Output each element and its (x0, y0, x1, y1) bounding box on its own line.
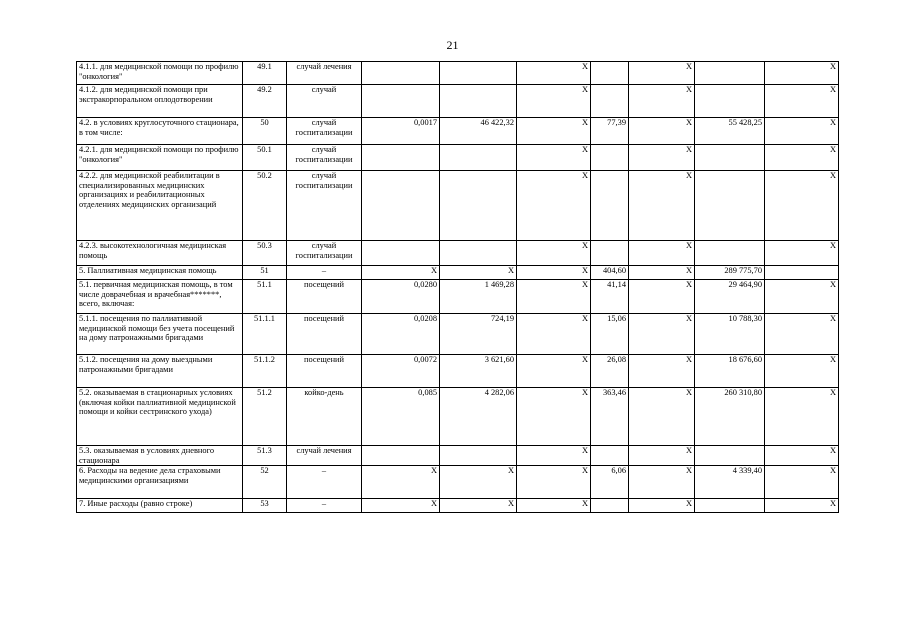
x-cell-2: X (629, 355, 695, 388)
table-row (77, 314, 839, 355)
cost-norm-cell (440, 62, 517, 85)
table-row (77, 388, 839, 446)
x-cell-2: X (629, 62, 695, 85)
per-capita-cell (591, 145, 629, 171)
x-cell-2: X (629, 171, 695, 241)
volume-norm-cell (362, 145, 440, 171)
volume-norm-cell: 0,0072 (362, 355, 440, 388)
per-capita-cell: 77,39 (591, 118, 629, 145)
per-capita-cell (591, 446, 629, 466)
row-name-cell: 5.1. первичная медицинская помощь, в том числе доврачебная и врачебная*******, всего, включая: (77, 280, 243, 314)
row-name-cell: 7. Иные расходы (равно строке) (77, 499, 243, 513)
per-capita-cell (591, 85, 629, 118)
x-cell-1: X (517, 355, 591, 388)
x-cell-2: X (629, 280, 695, 314)
row-name-cell: 5.3. оказываемая в условиях дневного стационара (77, 446, 243, 466)
total-cost-cell (695, 171, 765, 241)
row-name-cell: 5.2. оказываемая в стационарных условиях (включая койки паллиативной медицинской помощи и койки сестринского ухода) (77, 388, 243, 446)
cost-norm-cell: X (440, 499, 517, 513)
total-cost-cell (695, 241, 765, 266)
x-cell-1: X (517, 241, 591, 266)
total-cost-cell: 4 339,40 (695, 466, 765, 499)
x-cell-1: X (517, 466, 591, 499)
total-cost-cell: 55 428,25 (695, 118, 765, 145)
x-cell-1: X (517, 499, 591, 513)
table-row (77, 446, 839, 466)
volume-norm-cell (362, 446, 440, 466)
total-cost-cell (695, 85, 765, 118)
x-cell-3: X (765, 280, 839, 314)
cost-norm-cell (440, 85, 517, 118)
cost-norm-cell: 3 621,60 (440, 355, 517, 388)
volume-norm-cell: 0,0280 (362, 280, 440, 314)
x-cell-1: X (517, 446, 591, 466)
row-code-cell: 50.1 (243, 145, 287, 171)
row-name-cell: 4.1.1. для медицинской помощи по профилю "онкология" (77, 62, 243, 85)
row-code-cell: 50.2 (243, 171, 287, 241)
total-cost-cell (695, 446, 765, 466)
x-cell-2: X (629, 388, 695, 446)
row-code-cell: 51.3 (243, 446, 287, 466)
cost-norm-cell: 1 469,28 (440, 280, 517, 314)
per-capita-cell: 41,14 (591, 280, 629, 314)
table-row (77, 145, 839, 171)
x-cell-3: X (765, 241, 839, 266)
financing-table (76, 61, 839, 513)
x-cell-2: X (629, 85, 695, 118)
unit-cell: – (287, 499, 362, 513)
row-name-cell: 5.1.1. посещения по паллиативной медицинской помощи без учета посещений на дому патронажными бригадами (77, 314, 243, 355)
x-cell-3: X (765, 145, 839, 171)
volume-norm-cell (362, 85, 440, 118)
table-row (77, 62, 839, 85)
per-capita-cell: 6,06 (591, 466, 629, 499)
x-cell-1: X (517, 171, 591, 241)
per-capita-cell (591, 499, 629, 513)
x-cell-1: X (517, 62, 591, 85)
volume-norm-cell: 0,0208 (362, 314, 440, 355)
row-code-cell: 50 (243, 118, 287, 145)
table-row (77, 118, 839, 145)
volume-norm-cell: 0,0017 (362, 118, 440, 145)
unit-cell: случай госпитализации (287, 145, 362, 171)
unit-cell: случай (287, 85, 362, 118)
x-cell-1: X (517, 266, 591, 280)
cost-norm-cell: 4 282,06 (440, 388, 517, 446)
volume-norm-cell: X (362, 466, 440, 499)
row-code-cell: 51.1.2 (243, 355, 287, 388)
row-name-cell: 5. Паллиативная медицинская помощь (77, 266, 243, 280)
row-name-cell: 5.1.2. посещения на дому выездными патронажными бригадами (77, 355, 243, 388)
x-cell-3: X (765, 388, 839, 446)
row-code-cell: 51 (243, 266, 287, 280)
volume-norm-cell (362, 241, 440, 266)
x-cell-3: X (765, 118, 839, 145)
x-cell-3: X (765, 499, 839, 513)
x-cell-1: X (517, 118, 591, 145)
row-code-cell: 51.2 (243, 388, 287, 446)
unit-cell: – (287, 266, 362, 280)
x-cell-3: X (765, 446, 839, 466)
unit-cell: посещений (287, 280, 362, 314)
total-cost-cell: 29 464,90 (695, 280, 765, 314)
volume-norm-cell: X (362, 266, 440, 280)
row-name-cell: 4.2. в условиях круглосуточного стационара, в том числе: (77, 118, 243, 145)
x-cell-2: X (629, 266, 695, 280)
table-row (77, 171, 839, 241)
cost-norm-cell (440, 145, 517, 171)
table-row (77, 355, 839, 388)
cost-norm-cell: X (440, 466, 517, 499)
x-cell-1: X (517, 85, 591, 118)
unit-cell: случай госпитализации (287, 118, 362, 145)
per-capita-cell (591, 241, 629, 266)
total-cost-cell: 18 676,60 (695, 355, 765, 388)
x-cell-1: X (517, 280, 591, 314)
total-cost-cell (695, 499, 765, 513)
unit-cell: – (287, 466, 362, 499)
unit-cell: случай госпитализации (287, 171, 362, 241)
cost-norm-cell (440, 171, 517, 241)
table-body (77, 62, 839, 513)
total-cost-cell (695, 62, 765, 85)
table-row (77, 466, 839, 499)
cost-norm-cell: 724,19 (440, 314, 517, 355)
per-capita-cell: 363,46 (591, 388, 629, 446)
unit-cell: случай госпитализации (287, 241, 362, 266)
row-name-cell: 4.2.2. для медицинской реабилитации в специализированных медицинских организациях и реабилитационных отделениях медицинских организаций (77, 171, 243, 241)
x-cell-3: X (765, 171, 839, 241)
row-code-cell: 53 (243, 499, 287, 513)
unit-cell: посещений (287, 314, 362, 355)
row-code-cell: 51.1.1 (243, 314, 287, 355)
x-cell-2: X (629, 314, 695, 355)
volume-norm-cell: 0,085 (362, 388, 440, 446)
x-cell-1: X (517, 314, 591, 355)
total-cost-cell: 10 788,30 (695, 314, 765, 355)
volume-norm-cell: X (362, 499, 440, 513)
volume-norm-cell (362, 62, 440, 85)
table-row (77, 280, 839, 314)
total-cost-cell: 289 775,70 (695, 266, 765, 280)
row-code-cell: 49.1 (243, 62, 287, 85)
unit-cell: койко-день (287, 388, 362, 446)
x-cell-3: X (765, 85, 839, 118)
per-capita-cell: 26,08 (591, 355, 629, 388)
per-capita-cell (591, 171, 629, 241)
total-cost-cell (695, 145, 765, 171)
row-name-cell: 4.2.1. для медицинской помощи по профилю "онкология" (77, 145, 243, 171)
row-code-cell: 50.3 (243, 241, 287, 266)
x-cell-2: X (629, 241, 695, 266)
per-capita-cell (591, 62, 629, 85)
row-name-cell: 4.1.2. для медицинской помощи при экстракорпоральном оплодотворении (77, 85, 243, 118)
cost-norm-cell: 46 422,32 (440, 118, 517, 145)
table-row (77, 499, 839, 513)
cost-norm-cell: X (440, 266, 517, 280)
x-cell-3: X (765, 355, 839, 388)
x-cell-2: X (629, 145, 695, 171)
x-cell-2: X (629, 118, 695, 145)
row-name-cell: 6. Расходы на ведение дела страховыми медицинскими организациями (77, 466, 243, 499)
row-name-cell: 4.2.3. высокотехнологичная медицинская помощь (77, 241, 243, 266)
x-cell-2: X (629, 499, 695, 513)
unit-cell: случай лечения (287, 62, 362, 85)
volume-norm-cell (362, 171, 440, 241)
table-row (77, 85, 839, 118)
x-cell-3: X (765, 62, 839, 85)
unit-cell: посещений (287, 355, 362, 388)
total-cost-cell: 260 310,80 (695, 388, 765, 446)
cost-norm-cell (440, 446, 517, 466)
row-code-cell: 51.1 (243, 280, 287, 314)
x-cell-1: X (517, 145, 591, 171)
x-cell-1: X (517, 388, 591, 446)
per-capita-cell: 404,60 (591, 266, 629, 280)
row-code-cell: 52 (243, 466, 287, 499)
x-cell-3: X (765, 314, 839, 355)
row-code-cell: 49.2 (243, 85, 287, 118)
unit-cell: случай лечения (287, 446, 362, 466)
x-cell-2: X (629, 466, 695, 499)
cost-norm-cell (440, 241, 517, 266)
table-row (77, 266, 839, 280)
page-number: 21 (446, 38, 459, 52)
x-cell-3: X (765, 466, 839, 499)
x-cell-2: X (629, 446, 695, 466)
table-row (77, 241, 839, 266)
x-cell-3 (765, 266, 839, 280)
per-capita-cell: 15,06 (591, 314, 629, 355)
